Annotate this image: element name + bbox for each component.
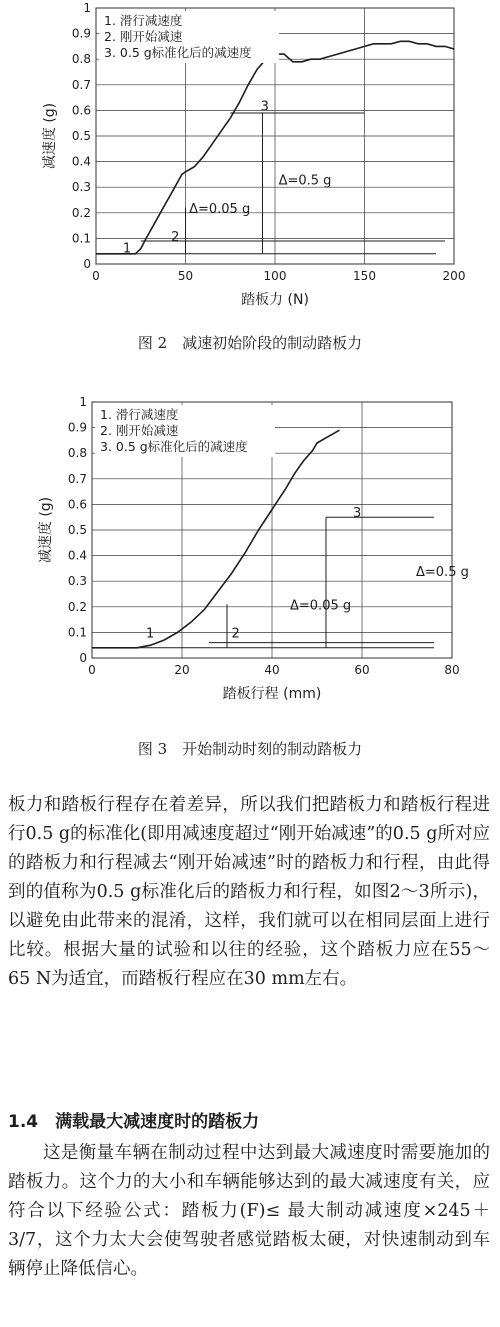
fig2-annotation: Δ=0.05 g (189, 201, 251, 217)
fig3-xtick-label: 0 (88, 663, 96, 677)
fig2-xtick-label: 100 (263, 269, 287, 283)
fig3-ytick-label: 0.3 (67, 574, 87, 589)
fig3-legend-entry: 2. 刚开始减速 (100, 423, 179, 438)
body-paragraph-2: 这是衡量车辆在制动过程中达到最大减速度时需要施加的踏板力。这个力的大小和车辆能够达到的最大减速度有关，应符合以下经验公式：踏板力(F)≤ 最大制动减速度×245＋3/7，这个力太大会使驾驶者感觉踏板太硬，对快速制动到车辆停止降低信心。 (8, 1143, 490, 1279)
fig2-xtick-label: 150 (353, 269, 376, 283)
fig3-series-line (92, 430, 340, 648)
fig2-ytick-label: 0.4 (71, 154, 91, 169)
fig2-ytick-label: 0.2 (71, 205, 91, 220)
fig3-ytick-label: 0.4 (67, 548, 87, 563)
fig3-annotation: 3 (353, 506, 362, 522)
fig2-ytick-label: 0.3 (71, 180, 91, 195)
figure-3 (0, 385, 500, 770)
fig2-annotation: 2 (171, 229, 180, 245)
fig3-xtick-label: 80 (444, 663, 460, 677)
fig3-legend-entry: 3. 0.5 g标准化后的减速度 (100, 439, 248, 454)
fig2-xtick-label: 50 (177, 269, 194, 283)
fig3-ytick-label: 0.2 (67, 599, 87, 614)
fig3-ytick-label: 0.1 (67, 625, 87, 640)
fig3-ytick-label: 0.6 (67, 497, 87, 512)
fig3-ytick-label: 0 (79, 651, 87, 665)
figure-3-caption: 图 3 开始制动时刻的制动踏板力 (137, 740, 363, 758)
figure-2 (0, 0, 500, 352)
fig2-ytick-label: 0.7 (71, 77, 91, 92)
fig3-ytick-label: 1 (79, 395, 87, 409)
fig3-ytick-label: 0.7 (67, 471, 87, 486)
fig2-ytick-label: 0.9 (71, 26, 91, 41)
fig3-annotation: Δ=0.5 g (416, 565, 469, 581)
fig2-ytick-label: 0.8 (71, 52, 91, 67)
fig3-annotation: 1 (146, 626, 155, 642)
fig2-legend-entry: 1. 滑行减速度 (104, 13, 183, 28)
fig2-xtick-label: 200 (442, 269, 466, 283)
fig3-annotation: Δ=0.05 g (290, 598, 352, 614)
fig2-xtick-label: 0 (92, 269, 100, 283)
fig2-annotation: Δ=0.5 g (278, 173, 332, 189)
fig2-yaxis-label: 减速度 (g) (42, 102, 58, 170)
fig2-annotation: 3 (260, 99, 269, 115)
section-title: 1.4 满载最大减速度时的踏板力 (8, 1112, 260, 1132)
fig3-yaxis-label: 减速度 (g) (38, 496, 54, 564)
figure-3-chart (0, 385, 500, 735)
figure-2-caption: 图 2 减速初始阶段的制动踏板力 (137, 334, 363, 352)
fig3-ytick-label: 0.8 (67, 446, 87, 461)
fig3-xaxis-label: 踏板行程 (mm) (222, 686, 322, 702)
fig2-annotation: 1 (122, 241, 132, 257)
fig3-ytick-label: 0.5 (67, 523, 87, 537)
fig3-xtick-label: 20 (174, 663, 190, 677)
fig3-annotation: 2 (231, 626, 240, 642)
fig3-xtick-label: 60 (354, 663, 370, 677)
fig3-legend-entry: 1. 滑行减速度 (100, 407, 179, 422)
fig3-ytick-label: 0.9 (67, 420, 87, 435)
fig2-ytick-label: 0.1 (71, 231, 91, 246)
fig2-ytick-label: 1 (83, 1, 91, 15)
fig2-legend-entry: 3. 0.5 g标准化后的减速度 (104, 45, 252, 60)
fig2-legend-entry: 2. 刚开始减速 (104, 29, 183, 44)
body-paragraph-1: 板力和踏板行程存在着差异，所以我们把踏板力和踏板行程进行0.5 g的标准化(即用减速度超过“刚开始减速”的0.5 g所对应的踏板力和行程减去“刚开始减速”时的踏板力和行程，由此得到的值称为0.5 g标准化后的踏板力和行程，如图2～3所示)，以避免由此带来的混淆，这样，我们就可以在相同层面上进行比较。根据大量的试验和以往的经验，这个踏板力应在55～65 N为适宜，而踏板行程应在30 mm左右。 (8, 795, 490, 989)
fig2-ytick-label: 0 (83, 257, 91, 271)
figure-2-chart (0, 0, 500, 330)
fig2-ytick-label: 0.5 (71, 129, 91, 143)
fig3-xtick-label: 40 (264, 663, 280, 677)
fig2-ytick-label: 0.6 (71, 103, 91, 118)
fig2-xaxis-label: 踏板力 (N) (241, 292, 309, 308)
